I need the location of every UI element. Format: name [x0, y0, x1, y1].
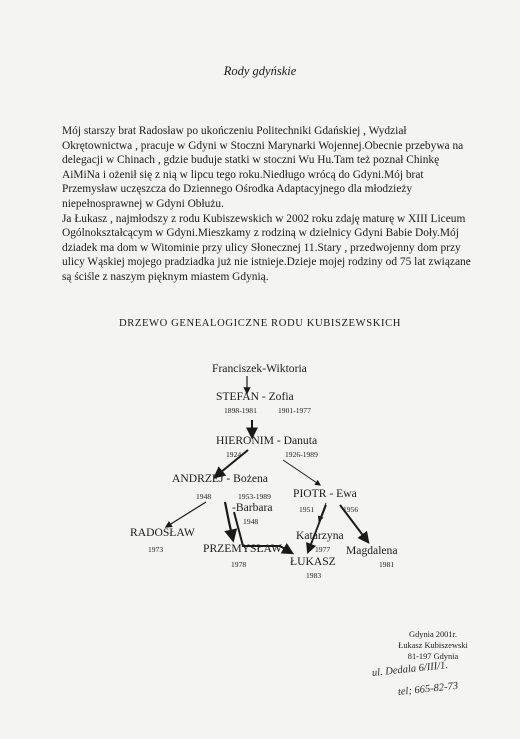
tree-andrzej-year: 1948 [196, 492, 212, 501]
tree-katarzyna: Katarzyna [296, 529, 344, 542]
tree-stefan-zofia: STEFAN - Zofia [216, 390, 294, 403]
handwritten-phone: tel; 665-82-73 [397, 680, 459, 698]
tree-magdalena: Magdalena [346, 544, 398, 557]
tree-ewa-year: 1956 [343, 505, 359, 514]
paragraph-2: Ja Łukasz , najmłodszy z rodu Kubiszewskich w 2002 roku zdaję maturę w XIII Liceum Ogólnokształcącym w Gdyni.Mieszkamy z rodziną w dzielnicy Gdyni Babie Doły.Mój dziadek ma dom w Witominie przy ulicy Słonecznej 11.Stary , przedwojenny dom przy ulicy Wąskiej mojego pradziadka już nie istnieje.Dzieje mojej rodziny od 75 lat związane są ściśle z naszym pięknym miastem Gdynią. [62, 212, 471, 283]
tree-katarzyna-year: 1977 [315, 545, 331, 554]
signature-place-date: Gdynia 2001r. [409, 630, 457, 639]
page-title: Rody gdyńskie [223, 64, 297, 78]
tree-stefan-years: 1898-1981 [224, 406, 257, 415]
tree-root: Franciszek-Wiktoria [212, 362, 307, 375]
tree-przemyslaw: PRZEMYSŁAW [203, 542, 282, 555]
tree-bozena-years: 1953-1989 [238, 492, 271, 501]
tree-przemyslaw-year: 1978 [231, 560, 247, 569]
handwritten-address: ul. Dedala 6/III/1. [371, 660, 449, 679]
signature-name: Łukasz Kubiszewski [398, 641, 468, 650]
tree-hieronim-danuta: HIERONIM - Danuta [216, 434, 318, 447]
tree-andrzej-bozena: ANDRZEJ - Bożena [172, 472, 268, 485]
tree-hieronim-year: 1924 [226, 450, 242, 459]
line-andrzej-radoslaw [166, 502, 206, 527]
paragraph-1: Mój starszy brat Radosław po ukończeniu Politechniki Gdańskiej , Wydział Okrętownictwa , pracuje w Gdyni w Stoczni Marynarki Wojennej.Obecnie przebywa na delegacji w Chinach , gdzie buduje statki w stoczni Wu Hu.Tam też poznał Chinkę AiMiNa i ożenił się z nią w lipcu tego roku.Niedługo wrócą do Gdyni.Mój brat Przemysław uczęszcza do Dziennego Ośrodka Adaptacyjnego dla młodzieży niepełnosprawnej w Gdyni Obłużu. [62, 125, 464, 210]
tree-heading: DRZEWO GENEALOGICZNE RODU KUBISZEWSKICH [118, 318, 402, 329]
tree-barbara-year: 1948 [243, 517, 259, 526]
line-hieronim-piotr [283, 460, 320, 485]
tree-magdalena-year: 1981 [379, 560, 395, 569]
tree-piotr-ewa: PIOTR - Ewa [293, 487, 357, 500]
tree-radoslaw-year: 1973 [148, 545, 164, 554]
tree-danuta-years: 1926-1989 [285, 450, 318, 459]
signature-postcode: 81-197 Gdynia [407, 652, 459, 661]
tree-barbara: -Barbara [232, 501, 273, 514]
tree-zofia-years: 1901-1977 [278, 406, 311, 415]
tree-lukasz: ŁUKASZ [290, 555, 336, 568]
tree-lukasz-year: 1983 [306, 571, 322, 580]
tree-radoslaw: RADOSŁAW [130, 526, 195, 539]
tree-piotr-year: 1951 [299, 505, 315, 514]
